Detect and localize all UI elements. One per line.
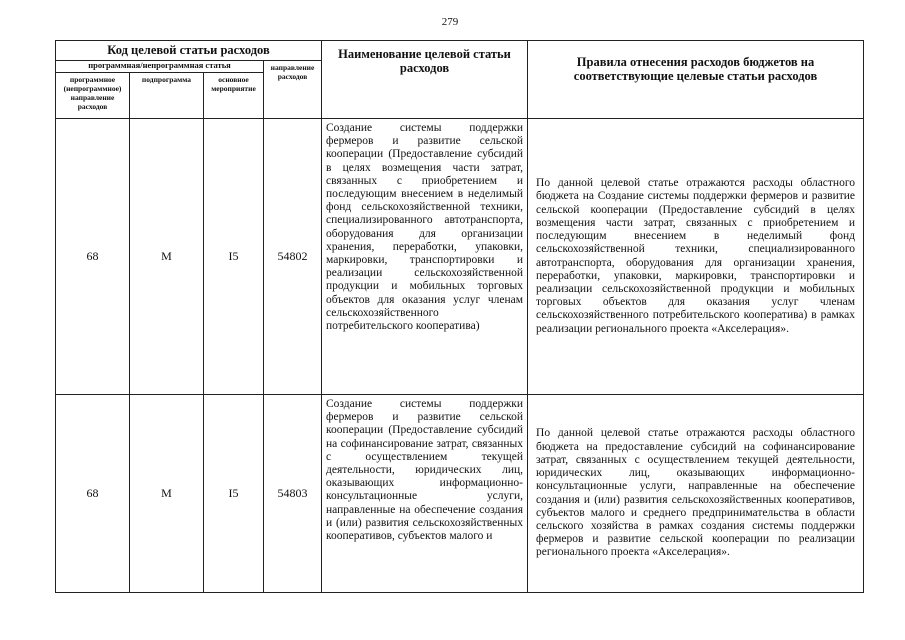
direction-cell: 54803 — [264, 395, 322, 593]
header-subprogram: подпрограмма — [130, 73, 204, 119]
header-program-group: программная/непрограммная статья — [56, 61, 264, 73]
budget-codes-table — [55, 40, 864, 593]
header-main-activity: основное мероприятие — [204, 73, 264, 119]
assignment-rule: По данной целевой статье отражаются расходы областного бюджета на Создание системы поддержки фермеров и развитие сельской кооперации (Предоставление субсидий в целях возмещения части затрат, связанных с приобретением и последующим внесением в неделимый фонд сельскохозяйственной техники, специализированного автотранспорта, оборудования для организации хранения, переработки, упаковки, маркировки, транспортировки и реализации сельскохозяйственной продукции и мобильных торговых объектов для оказания услуг членам сельскохозяйственного потребительского кооператива) в рамках реализации регионального проекта «Акселерация». — [528, 119, 864, 395]
main-activity-cell: I5 — [204, 119, 264, 395]
table-row — [56, 119, 864, 395]
header-name: Наименование целевой статьи расходов — [322, 41, 528, 119]
header-code-group: Код целевой статьи расходов — [56, 41, 322, 61]
header-program: программное (непрограммное) направление расходов — [56, 73, 130, 119]
program-cell: 68 — [56, 119, 130, 395]
table-row — [56, 395, 864, 593]
page-number: 279 — [441, 16, 459, 28]
target-item-name: Создание системы поддержки фермеров и развитие сельской кооперации (Предоставление субсидий в целях возмещения части затрат, связанных с приобретением и последующим внесением в неделимый фонд сельскохозяйственной техники, специализированного автотранспорта, оборудования для организации хранения, переработки, упаковки, маркировки, транспортировки и реализации сельскохозяйственной продукции и мобильных торговых объектов для оказания услуг членам сельскохозяйственного потребительского кооператива) — [322, 119, 528, 395]
header-direction: направление расходов — [264, 61, 322, 119]
subprogram-cell: M — [130, 395, 204, 593]
program-cell: 68 — [56, 395, 130, 593]
main-activity-cell: I5 — [204, 395, 264, 593]
direction-cell: 54802 — [264, 119, 322, 395]
assignment-rule: По данной целевой статье отражаются расходы областного бюджета на предоставление субсидий на софинансирование затрат, связанных с осуществлением текущей деятельности, юридических лиц, оказывающих информационно-консультационные услуги, направленные на обеспечение создания и (или) развития сельскохозяйственных кооперативов, субъектов малого и среднего предпринимательства в области сельского хозяйства в рамках создания системы поддержки фермеров и развитие сельской кооперации по реализации регионального проекта «Акселерация». — [528, 395, 864, 593]
subprogram-cell: M — [130, 119, 204, 395]
target-item-name: Создание системы поддержки фермеров и развитие сельской кооперации (Предоставление субсидий на софинансирование затрат, связанных с осуществлением текущей деятельности, юридических лиц, оказывающих информационно-консультационные услуги, направленные на обеспечение создания и (или) развития сельскохозяйственных кооперативов, субъектов малого и — [322, 395, 528, 593]
header-rules: Правила отнесения расходов бюджетов на соответствующие целевые статьи расходов — [528, 41, 864, 119]
